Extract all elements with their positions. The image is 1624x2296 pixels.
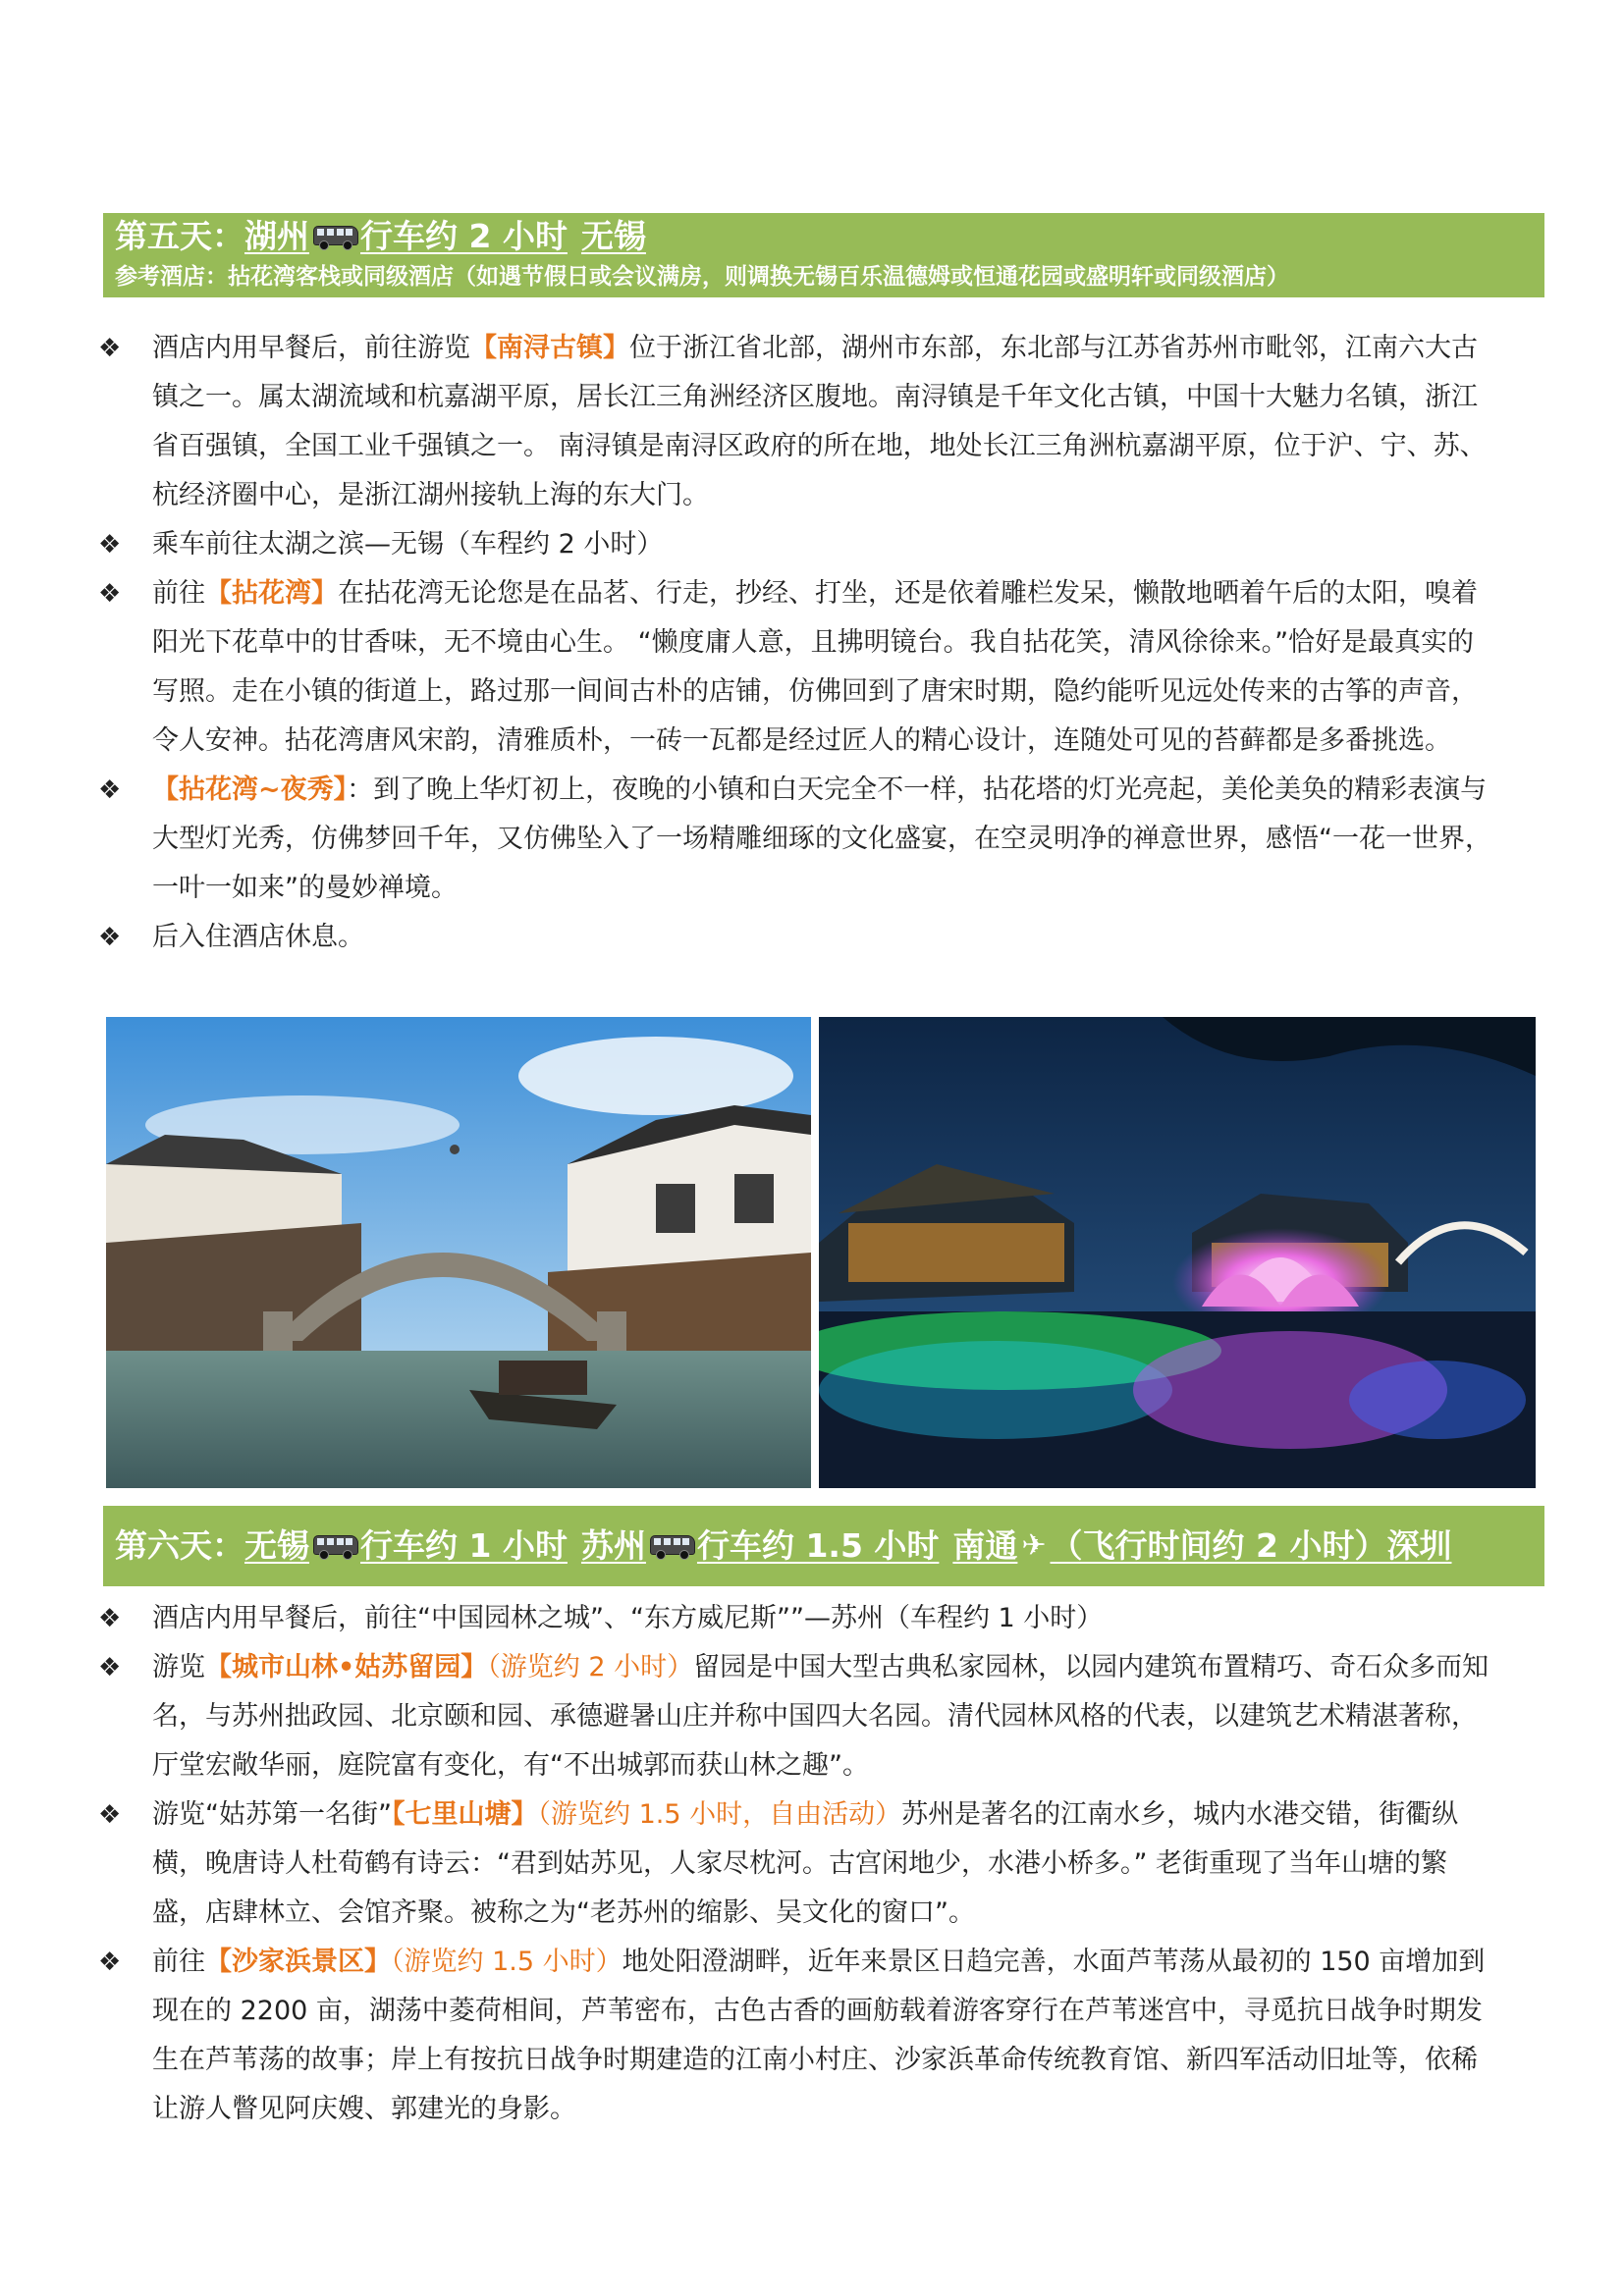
photo-water-town <box>106 1017 811 1488</box>
list-item: ❖ 前往【拈花湾】在拈花湾无论您是在品茗、行走，抄经、打坐，还是依着雕栏发呆，懒散地晒着午后的太阳，嗅着阳光下花草中的甘香味，无不境由心生。 “懒度庸人意，且拂明镜台。我自拈花笑，清风徐徐来。”恰好是最真实的写照。走在小镇的街道上，路过那一间间古朴的店铺，仿佛回到了唐宋时期，隐约能听见远处传来的古筝的声音，令人安神。拈花湾唐风宋韵，清雅质朴，一砖一瓦都是经过匠人的精心设计，连随处可见的苔藓都是多番挑选。 <box>98 569 1492 766</box>
list-item: ❖ 乘车前往太湖之滨—无锡（车程约 2 小时） <box>98 520 1492 569</box>
list-item: ❖ 游览“姑苏第一名街”【七里山塘】（游览约 1.5 小时，自由活动）苏州是著名的江南水乡，城内水港交错，街衢纵横，晚唐诗人杜荀鹤有诗云：“君到姑苏见，人家尽枕河。古宫闲地少，水港小桥多。” 老街重现了当年山塘的繁盛，店肆林立、会馆齐聚。被称之为“老苏州的缩影、吴文化的窗口”。 <box>98 1790 1492 1938</box>
bullet-diamond-icon: ❖ <box>98 530 122 560</box>
bullet-diamond-icon: ❖ <box>98 1948 122 1977</box>
bullet-diamond-icon: ❖ <box>98 1653 122 1682</box>
day5-list <box>98 324 1492 962</box>
photo-night-show <box>819 1017 1536 1488</box>
list-item: ❖ 【拈花湾~夜秀】：到了晚上华灯初上，夜晚的小镇和白天完全不一样，拈花塔的灯光亮起，美伦美奂的精彩表演与大型灯光秀，仿佛梦回千年，又仿佛坠入了一场精雕细琢的文化盛宴，在空灵明净的禅意世界，感悟“一花一世界，一叶一如来”的曼妙禅境。 <box>98 766 1492 913</box>
list-item: ❖ 酒店内用早餐后，前往“中国园林之城”、“东方威尼斯””—苏州（车程约 1 小时） <box>98 1594 1492 1643</box>
highlight-liuyuan: 【城市山林•姑苏留园】 <box>205 1652 488 1682</box>
bullet-diamond-icon: ❖ <box>98 775 122 805</box>
list-item: ❖ 游览【城市山林•姑苏留园】（游览约 2 小时）留园是中国大型古典私家园林，以园内建筑布置精巧、奇石众多而知名，与苏州拙政园、北京颐和园、承德避暑山庄并称中国四大名园。清代园林风格的代表，以建筑艺术精湛著称，厅堂宏敞华丽，庭院富有变化，有“不出城郭而获山林之趣”。 <box>98 1643 1492 1790</box>
day5-hotel: 参考酒店：拈花湾客栈或同级酒店（如遇节假日或会议满房，则调换无锡百乐温德姆或恒通花园或盛明轩或同级酒店） <box>115 264 1289 290</box>
day6-seg1: 无锡 <box>244 1526 309 1565</box>
bullet-diamond-icon: ❖ <box>98 923 122 952</box>
list-item: ❖ 酒店内用早餐后，前往游览【南浔古镇】位于浙江省北部，湖州市东部，东北部与江苏省苏州市毗邻，江南六大古镇之一。属太湖流域和杭嘉湖平原，居长江三角洲经济区腹地。南浔镇是千年文化古镇，中国十大魅力名镇，浙江省百强镇，全国工业千强镇之一。 南浔镇是南浔区政府的所在地，地处长江三角洲杭嘉湖平原，位于沪、宁、苏、杭经济圈中心，是浙江湖州接轨上海的东大门。 <box>98 324 1492 520</box>
list-item: ❖ 后入住酒店休息。 <box>98 913 1492 962</box>
day6-seg3: 南通 <box>952 1526 1018 1565</box>
bus-icon <box>313 224 356 249</box>
day5-banner <box>103 213 1544 297</box>
highlight-shajiabang: 【沙家浜景区】 <box>205 1947 391 1977</box>
day5-to: 无锡 <box>580 217 646 255</box>
day6-list <box>98 1594 1492 2134</box>
day5-from: 湖州 <box>244 217 309 255</box>
day6-seg2: 苏州 <box>580 1526 646 1565</box>
bullet-diamond-icon: ❖ <box>98 1800 122 1830</box>
note-duration: （游览约 1.5 小时） <box>391 1947 623 1977</box>
day6-drive2: 行车约 1.5 小时 <box>696 1526 940 1565</box>
day5-drive: 行车约 2 小时 <box>360 217 568 255</box>
day6-drive1: 行车约 1 小时 <box>360 1526 568 1565</box>
highlight-nanxun: 【南浔古镇】 <box>470 333 629 363</box>
note-duration: （游览约 1.5 小时，自由活动） <box>537 1799 902 1830</box>
day6-flight: （飞行时间约 2 小时）深圳 <box>1050 1526 1452 1565</box>
day6-label: 第六天： <box>115 1526 244 1565</box>
note-duration: （游览约 2 小时） <box>487 1652 694 1682</box>
bullet-diamond-icon: ❖ <box>98 334 122 363</box>
bullet-diamond-icon: ❖ <box>98 579 122 609</box>
day5-title <box>103 213 1544 260</box>
bus-icon <box>650 1533 693 1559</box>
bullet-diamond-icon: ❖ <box>98 1604 122 1633</box>
day6-banner <box>103 1506 1544 1586</box>
day5-label: 第五天： <box>115 217 244 255</box>
highlight-shantang: 【七里山塘】 <box>391 1799 538 1830</box>
day6-title <box>103 1506 1544 1586</box>
list-item: ❖ 前往【沙家浜景区】（游览约 1.5 小时）地处阳澄湖畔，近年来景区日趋完善，水面芦苇荡从最初的 150 亩增加到现在的 2200 亩，湖荡中菱荷相间，芦苇密布，古色古香的画舫载着游客穿行在芦苇迷宫中，寻觅抗日战争时期发生在芦苇荡的故事；岸上有按抗日战争时期建造的江南小村庄、沙家浜革命传统教育馆、新四军活动旧址等，依稀让游人瞥见阿庆嫂、郭建光的身影。 <box>98 1938 1492 2134</box>
highlight-nianhuawan: 【拈花湾】 <box>205 578 338 609</box>
highlight-night-show: 【拈花湾~夜秀】 <box>152 774 348 805</box>
plane-icon: ✈ <box>1021 1528 1047 1563</box>
bus-icon <box>313 1533 356 1559</box>
